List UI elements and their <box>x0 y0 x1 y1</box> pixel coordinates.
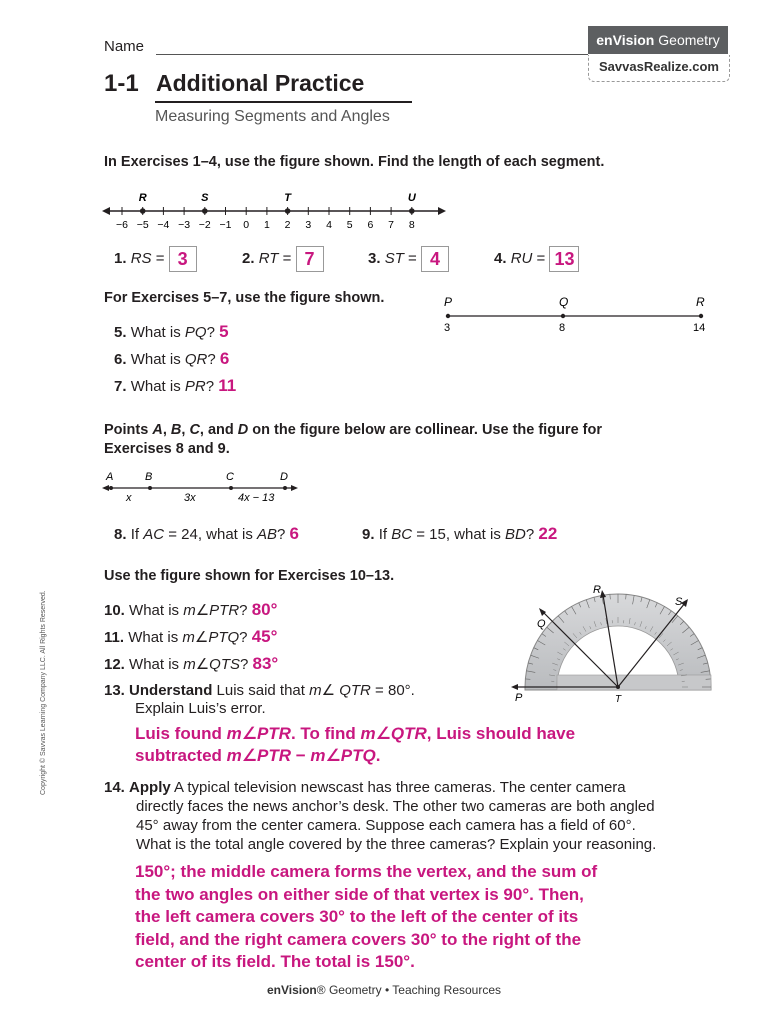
number-line-tick-label: 3 <box>305 219 312 231</box>
answer-14: 150°; the middle camera forms the vertex, and the sum of the two angles on either side of that vertex is 90°. Then, the left camera covers 30° to the left of the center of its field, and the right camera covers 30° to the right of the center of its field. The total is 150°. <box>135 862 598 971</box>
ray-p-label: P <box>515 692 523 704</box>
point-a-label: A <box>106 471 114 483</box>
question-9: 9. If BC = 15, what is BD? 22 <box>362 524 558 543</box>
answer-5: 5 <box>219 322 229 341</box>
number-line-tick-label: −6 <box>116 219 128 231</box>
answer-9: 22 <box>538 524 558 543</box>
segment-ab-label: x <box>126 492 132 504</box>
point-b-label: B <box>145 471 153 483</box>
number-line-point-label: T <box>284 192 291 204</box>
point-r-label: R <box>696 295 705 309</box>
question-7: 7. What is PR? 11 <box>114 376 237 395</box>
number-line-point-label: S <box>201 192 209 204</box>
question-11: 11. What is m∠PTQ? 45° <box>104 627 278 646</box>
section4-instruction: Use the figure shown for Exercises 10–13. <box>104 568 395 584</box>
answer-box-3[interactable]: 4 <box>421 246 449 272</box>
page-footer: enVision® Geometry • Teaching Resources <box>266 983 502 997</box>
point-d-label: D <box>280 471 288 483</box>
number-line-point <box>409 208 415 214</box>
question-1: 1. RS = 3 <box>114 246 197 272</box>
number-line-tick-label: −3 <box>178 219 191 231</box>
ray-q-label: Q <box>537 618 546 630</box>
number-line-point <box>202 208 208 214</box>
point-p-label: P <box>444 295 453 309</box>
number-line-point-label: R <box>138 192 147 204</box>
point-r-value: 14 <box>693 322 706 334</box>
ray-r-label: R <box>593 584 601 596</box>
segment-cd-label: 4x − 13 <box>238 492 275 504</box>
number-line-tick-label: 4 <box>326 219 332 231</box>
segment-pqr-figure <box>440 292 720 338</box>
number-line-figure <box>100 188 450 232</box>
segment-bc-label: 3x <box>184 492 196 504</box>
question-6: 6. What is QR? 6 <box>114 349 230 368</box>
number-line-point-label: U <box>407 192 416 204</box>
answer-7: 11 <box>218 376 237 395</box>
point-q-value: 8 <box>559 322 566 334</box>
question-3: 3. ST = 4 <box>368 246 449 272</box>
answer-box-2[interactable]: 7 <box>296 246 324 272</box>
section2-instruction: For Exercises 5–7, use the figure shown. <box>104 290 385 306</box>
section1-instruction: In Exercises 1–4, use the figure shown. Find the length of each segment. <box>104 154 605 170</box>
point-c-label: C <box>226 471 234 483</box>
lesson-subtitle: Measuring Segments and Angles <box>155 108 390 125</box>
question-14: 14. Apply A typical television newscast has three cameras. The center camera directly faces the news anchor’s desk. The other two cameras are both angled 45° away from the center camera. Suppose each camera has a field of 60°. What is the total angle covered by the three cameras? Explain your reasoning. <box>104 779 657 853</box>
number-line-tick-label: 5 <box>346 219 353 231</box>
number-line-tick-label: −1 <box>219 219 232 231</box>
number-line-tick-label: 6 <box>367 219 374 231</box>
copyright-notice: Copyright © Savvas Learning Company LLC. All Rights Reserved. <box>40 590 47 795</box>
name-input-line[interactable] <box>156 54 588 55</box>
lesson-number: 1-1 <box>104 70 139 97</box>
number-line-point <box>285 208 291 214</box>
question-13: 13. Understand Luis said that m∠ QTR = 80°. Explain Luis’s error. <box>104 682 415 717</box>
answer-11: 45° <box>251 627 278 646</box>
number-line-tick-label: −5 <box>136 219 149 231</box>
ray-s-label: S <box>675 596 683 608</box>
title-rule <box>155 101 412 103</box>
section3-instruction: Points A, B, C, and D on the figure below are collinear. Use the figure for Exercises 8 and 9. <box>104 422 602 457</box>
number-line-tick-label: −2 <box>198 219 211 231</box>
number-line-tick-label: 2 <box>284 219 291 231</box>
answer-10: 80° <box>251 600 278 619</box>
lesson-title: Additional Practice <box>156 70 365 96</box>
number-line-tick-label: −4 <box>157 219 170 231</box>
question-8: 8. If AC = 24, what is AB? 6 <box>114 524 300 543</box>
collinear-abcd-figure <box>100 468 300 504</box>
question-4: 4. RU = 13 <box>494 246 579 272</box>
point-p-value: 3 <box>444 322 451 334</box>
answer-box-4[interactable]: 13 <box>549 246 579 272</box>
answer-13: Luis found m∠PTR. To find m∠QTR, Luis should have subtracted m∠PTR − m∠PTQ. <box>135 724 576 765</box>
realize-link[interactable]: SavvasRealize.com <box>588 55 730 82</box>
number-line-tick-label: 1 <box>263 219 270 231</box>
question-5: 5. What is PQ? 5 <box>114 322 229 341</box>
answer-8: 6 <box>289 524 300 543</box>
number-line-tick-label: 0 <box>243 219 250 231</box>
vertex-t-label: T <box>615 694 622 705</box>
protractor-figure <box>505 575 735 705</box>
question-12: 12. What is m∠QTS? 83° <box>104 654 279 673</box>
number-line-tick-label: 7 <box>388 219 395 231</box>
point-q-label: Q <box>559 295 569 309</box>
number-line-tick-label: 8 <box>408 219 415 231</box>
answer-12: 83° <box>252 654 279 673</box>
question-10: 10. What is m∠PTR? 80° <box>104 600 278 619</box>
question-2: 2. RT = 7 <box>242 246 324 272</box>
number-line-point <box>140 208 146 214</box>
name-label: Name <box>104 38 145 55</box>
brand-banner: enVision Geometry <box>588 26 728 54</box>
answer-box-1[interactable]: 3 <box>169 246 197 272</box>
answer-6: 6 <box>219 349 230 368</box>
